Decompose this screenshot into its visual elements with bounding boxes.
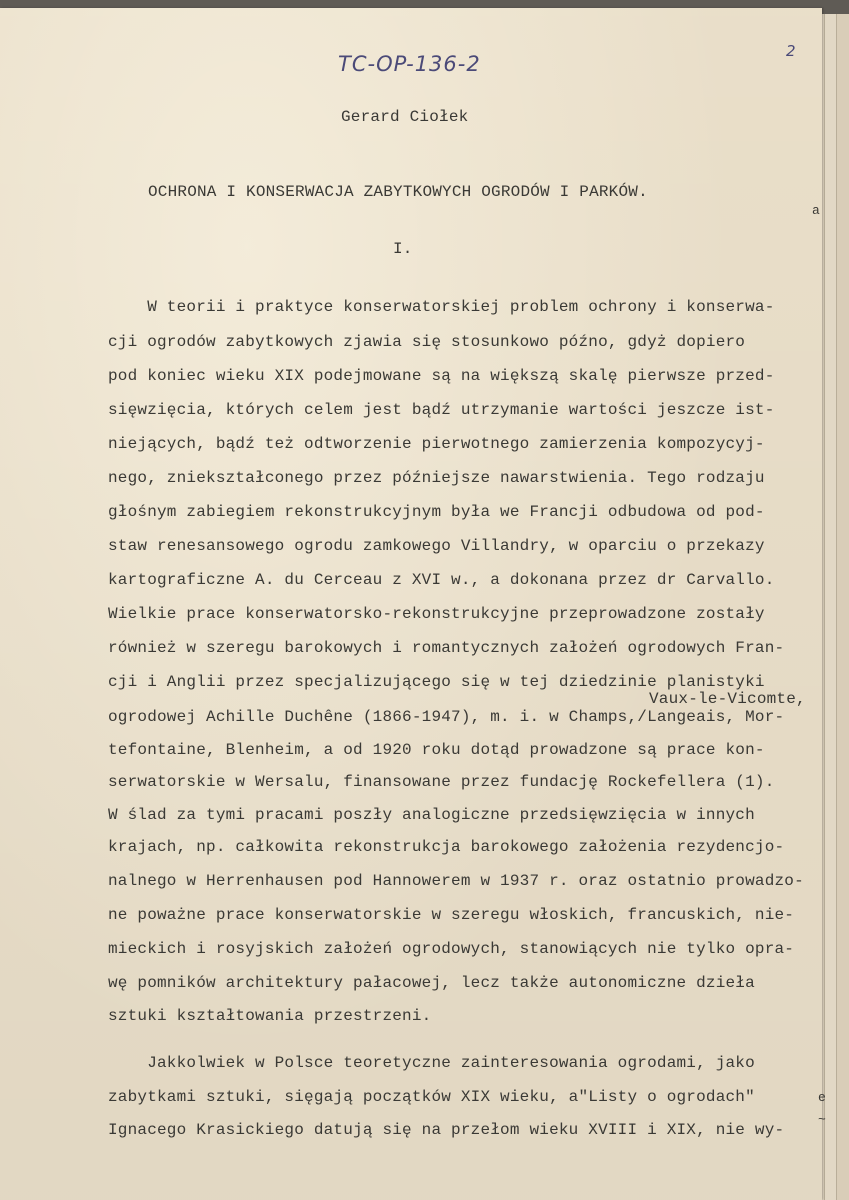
body-line: cji i Anglii przez specjalizującego się w tej dziedzinie planistyki xyxy=(108,673,765,691)
author-name: Gerard Ciołek xyxy=(341,108,469,126)
body-line: niejących, bądź też odtworzenie pierwotnego zamierzenia kompozycyj- xyxy=(108,435,765,453)
body-line: kartograficzne A. du Cerceau z XVI w., a dokonana przez dr Carvallo. xyxy=(108,571,775,589)
body-line: wę pomników architektury pałacowej, lecz także autonomiczne dzieła xyxy=(108,974,755,992)
body-line: sztuki kształtowania przestrzeni. xyxy=(108,1007,432,1025)
body-line: krajach, np. całkowita rekonstrukcja barokowego założenia rezydencjo- xyxy=(108,838,785,856)
body-line: W teorii i praktyce konserwatorskiej problem ochrony i konserwa- xyxy=(108,298,775,316)
margin-mark: e xyxy=(818,1090,826,1105)
underlying-sheet-edge xyxy=(836,14,849,1200)
body-line: cji ogrodów zabytkowych zjawia się stosunkowo późno, gdyż dopiero xyxy=(108,333,746,351)
body-line: W ślad za tymi pracami poszły analogiczne przedsięwzięcia w innych xyxy=(108,806,755,824)
margin-mark: ~ xyxy=(818,1112,826,1127)
body-line: Jakkolwiek w Polsce teoretyczne zainteresowania ogrodami, jako xyxy=(108,1054,755,1072)
body-line: serwatorskie w Wersalu, finansowane przez fundację Rockefellera (1). xyxy=(108,773,775,791)
section-number: I. xyxy=(393,240,413,258)
body-line: sięwzięcia, których celem jest bądź utrzymanie wartości jeszcze ist- xyxy=(108,401,775,419)
body-line: nego, zniekształconego przez późniejsze nawarstwienia. Tego rodzaju xyxy=(108,469,765,487)
body-line: staw renesansowego ogrodu zamkowego Villandry, w oparciu o przekazy xyxy=(108,537,765,555)
body-line: ne poważne prace konserwatorskie w szeregu włoskich, francuskich, nie- xyxy=(108,906,795,924)
body-line: mieckich i rosyjskich założeń ogrodowych, stanowiących nie tylko opra- xyxy=(108,940,795,958)
body-line: Ignacego Krasickiego datują się na przełom wieku XVIII i XIX, nie wy- xyxy=(108,1121,785,1139)
page-number: 2 xyxy=(786,42,796,60)
body-line: ogrodowej Achille Duchêne (1866-1947), m. i. w Champs,/Langeais, Mor- xyxy=(108,708,785,726)
document-title: OCHRONA I KONSERWACJA ZABYTKOWYCH OGRODÓW I PARKÓW. xyxy=(148,183,648,201)
body-line: również w szeregu barokowych i romantycznych założeń ogrodowych Fran- xyxy=(108,639,785,657)
archive-reference: TC-OP-136-2 xyxy=(338,52,481,76)
handwritten-insertion: Vaux-le-Vicomte, xyxy=(649,690,806,708)
body-line: głośnym zabiegiem rekonstrukcyjnym była we Francji odbudowa od pod- xyxy=(108,503,765,521)
body-line: nalnego w Herrenhausen pod Hannowerem w 1937 r. oraz ostatnio prowadzo- xyxy=(108,872,804,890)
body-line: zabytkami sztuki, sięgają początków XIX wieku, a"Listy o ogrodach" xyxy=(108,1088,755,1106)
body-line: pod koniec wieku XIX podejmowane są na większą skalę pierwsze przed- xyxy=(108,367,775,385)
margin-mark: a xyxy=(812,203,820,218)
typewritten-page xyxy=(0,8,822,1200)
body-line: Wielkie prace konserwatorsko-rekonstrukcyjne przeprowadzone zostały xyxy=(108,605,765,623)
body-line: tefontaine, Blenheim, a od 1920 roku dotąd prowadzone są prace kon- xyxy=(108,741,765,759)
